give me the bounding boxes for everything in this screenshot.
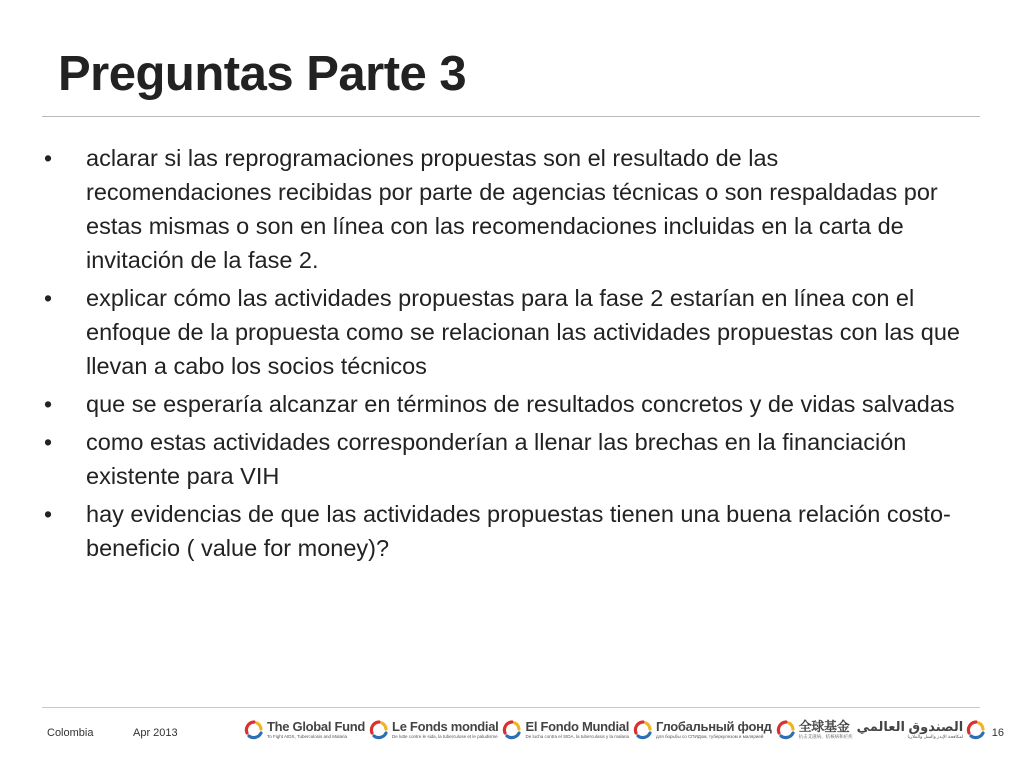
bullet-text: como estas actividades corresponderían a llenar las brechas en la financiación existente para VIH <box>86 429 907 489</box>
bullet-dot-icon: • <box>44 145 53 171</box>
logo-name: Le Fonds mondial <box>392 719 499 734</box>
global-fund-swirl-icon <box>502 720 522 740</box>
footer-divider <box>42 707 980 708</box>
logo-tagline: De lutte contre le sida, la tuberculose et le paludisme <box>392 734 498 739</box>
bullet-item <box>40 141 970 277</box>
logo-name: The Global Fund <box>267 719 366 734</box>
logo-russian <box>633 719 772 740</box>
logo-tagline: لمكافحة الإيدز والسل والملاريا <box>907 734 964 739</box>
logo-arabic <box>857 719 987 740</box>
logo-english <box>244 719 365 740</box>
global-fund-swirl-icon <box>369 720 389 740</box>
logo-name: El Fondo Mundial <box>525 719 630 734</box>
footer-country: Colombia <box>47 727 94 739</box>
global-fund-swirl-icon <box>776 720 796 740</box>
bullet-item <box>40 281 970 383</box>
bullet-dot-icon: • <box>44 391 53 417</box>
bullet-item <box>40 497 970 565</box>
page-number: 16 <box>991 727 1004 739</box>
global-fund-swirl-icon <box>633 720 653 740</box>
footer-date: Apr 2013 <box>133 727 178 739</box>
logo-tagline: To Fight AIDS, Tuberculosis and Malaria <box>267 734 348 739</box>
bullet-dot-icon: • <box>44 285 53 311</box>
title-divider <box>42 116 980 117</box>
logo-name: الصندوق العالمي <box>856 719 964 734</box>
bullet-text: aclarar si las reprogramaciones propuestas son el resultado de las recomendaciones recibidas por parte de agencias técnicas o son respaldadas por estas mismas o son en línea con las recomendaciones incluidas en la carta de invitación de la fase 2. <box>86 145 938 273</box>
bullet-text: explicar cómo las actividades propuestas para la fase 2 estarían en línea con el enfoque de la propuesta como se relacionan las actividades propuestas con las que llevan a cabo los socios técnicos <box>86 285 960 379</box>
slide-title: Preguntas Parte 3 <box>58 47 467 101</box>
bullet-list <box>40 141 970 569</box>
logo-french <box>369 719 498 740</box>
bullet-text: hay evidencias de que las actividades propuestas tienen una buena relación costo- beneficio ( value for money)? <box>86 501 951 561</box>
bullet-dot-icon: • <box>44 501 53 527</box>
logo-tagline: De lucha contra el SIDA, la tuberculosis y la malaria <box>525 734 630 739</box>
global-fund-swirl-icon <box>244 720 264 740</box>
bullet-dot-icon: • <box>44 429 53 455</box>
global-fund-swirl-icon <box>966 720 986 740</box>
logo-name: Глобальный фонд <box>656 719 772 734</box>
logo-spanish <box>502 719 629 740</box>
logo-name: 全球基金 <box>798 719 850 734</box>
bullet-item <box>40 387 970 421</box>
bullet-text: que se esperaría alcanzar en términos de resultados concretos y de vidas salvadas <box>86 391 955 417</box>
logo-tagline: 抗击艾滋病、结核病和疟疾 <box>798 734 853 739</box>
logo-tagline: для борьбы со СПИДом, туберкулезом и малярией <box>656 734 764 739</box>
global-fund-logo-strip <box>244 719 986 749</box>
bullet-item <box>40 425 970 493</box>
logo-chinese <box>776 719 853 740</box>
